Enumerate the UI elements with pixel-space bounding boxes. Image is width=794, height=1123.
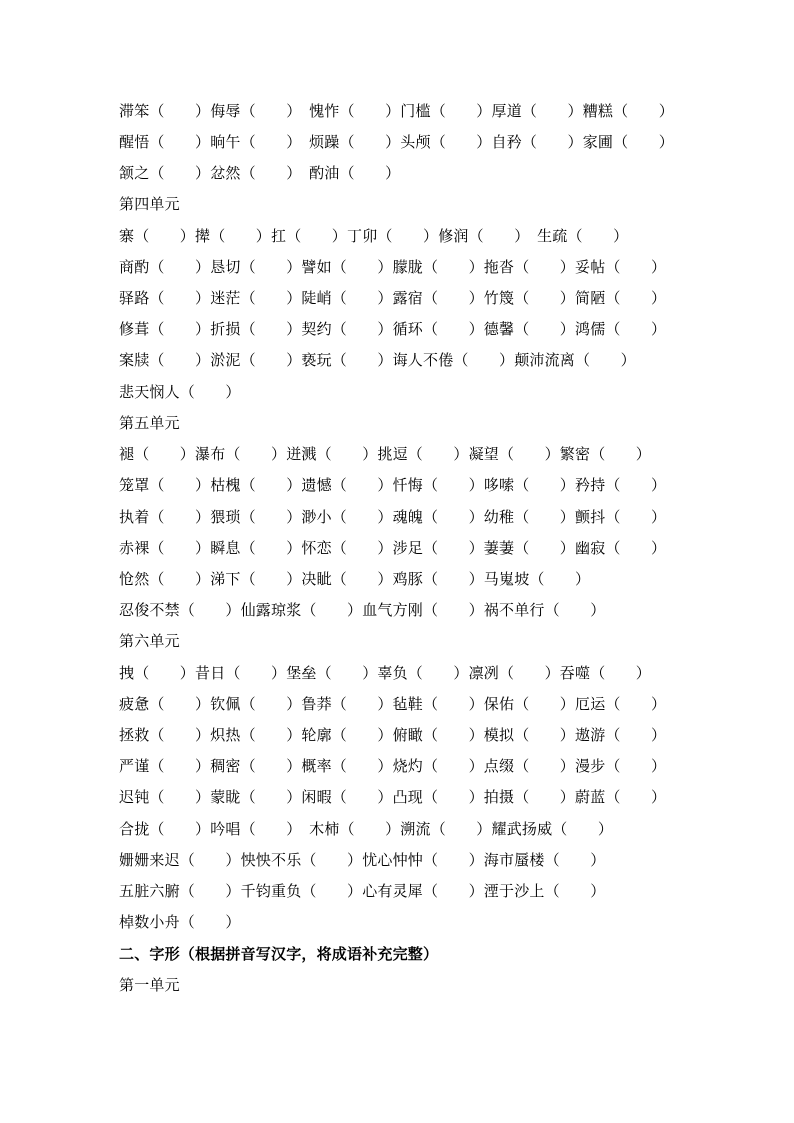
vocab-line: 颔之（ ）忿然（ ） 酌油（ ）: [119, 164, 401, 182]
vocab-line: 寨（ ）撵（ ）扛（ ）丁卯（ ）修润（ ） 生疏（ ）: [119, 227, 629, 245]
vocab-line: 忍俊不禁（ ）仙露琼浆（ ）血气方刚（ ）祸不单行（ ）: [119, 601, 606, 619]
vocab-line: 合拢（ ）吟唱（ ） 木柿（ ）溯流（ ）耀武扬威（ ）: [119, 820, 614, 838]
vocab-line: 疲惫（ ）钦佩（ ）鲁莽（ ）毡鞋（ ）保佑（ ）厄运（ ）: [119, 695, 667, 713]
unit-heading-5: 第五单元: [119, 414, 180, 432]
vocab-line: 悲天悯人（ ）: [119, 383, 241, 401]
vocab-line: 拯救（ ）炽热（ ）轮廓（ ）俯瞰（ ）模拟（ ）遨游（ ）: [119, 726, 667, 744]
vocab-line: 赤裸（ ）瞬息（ ）怀恋（ ）涉足（ ）萋萋（ ）幽寂（ ）: [119, 539, 667, 557]
vocab-line: 醒悟（ ）晌午（ ） 烦躁（ ）头颅（ ）自矜（ ）家圃（ ）: [119, 133, 674, 151]
vocab-line: 滞笨（ ）侮辱（ ） 愧怍（ ）门槛（ ）厚道（ ）糟糕（ ）: [119, 102, 674, 120]
vocab-line: 严谨（ ）稠密（ ）概率（ ）烧灼（ ）点缀（ ）漫步（ ）: [119, 757, 667, 775]
vocab-line: 执着（ ）猥琐（ ）渺小（ ）魂魄（ ）幼稚（ ）颤抖（ ）: [119, 508, 667, 526]
vocab-line: 褪（ ）瀑布（ ）迸溅（ ）挑逗（ ）凝望（ ）繁密（ ）: [119, 445, 652, 463]
vocab-line: 商酌（ ）恳切（ ）譬如（ ）朦胧（ ）拖沓（ ）妥帖（ ）: [119, 258, 667, 276]
vocab-line: 姗姗来迟（ ）怏怏不乐（ ）忧心忡忡（ ）海市蜃楼（ ）: [119, 851, 606, 869]
vocab-line: 五脏六腑（ ）千钧重负（ ）心有灵犀（ ）湮于沙上（ ）: [119, 882, 606, 900]
vocab-line: 棹数小舟（ ）: [119, 913, 241, 931]
vocab-line: 迟钝（ ）蒙眬（ ）闲暇（ ）凸现（ ）拍摄（ ）蔚蓝（ ）: [119, 788, 667, 806]
vocab-line: 修葺（ ）折损（ ）契约（ ）循环（ ）德馨（ ）鸿儒（ ）: [119, 320, 667, 338]
vocab-line: 驿路（ ）迷茫（ ）陡峭（ ）露宿（ ）竹篾（ ）简陋（ ）: [119, 289, 667, 307]
unit-heading-1: 第一单元: [119, 976, 180, 994]
vocab-line: 怆然（ ）涕下（ ）决眦（ ）鸡豚（ ）马嵬坡（ ）: [119, 570, 591, 588]
vocab-line: 拽（ ）昔日（ ）堡垒（ ）辜负（ ）凛冽（ ）吞噬（ ）: [119, 664, 652, 682]
unit-heading-4: 第四单元: [119, 195, 180, 213]
vocab-line: 笼罩（ ）枯槐（ ）遗憾（ ）忏悔（ ）哆嗦（ ）矜持（ ）: [119, 476, 667, 494]
vocab-line: 案牍（ ）淤泥（ ）亵玩（ ）诲人不倦（ ）颠沛流离（ ）: [119, 351, 636, 369]
section-heading: 二、字形（根据拼音写汉字，将成语补充完整）: [119, 945, 439, 963]
unit-heading-6: 第六单元: [119, 632, 180, 650]
